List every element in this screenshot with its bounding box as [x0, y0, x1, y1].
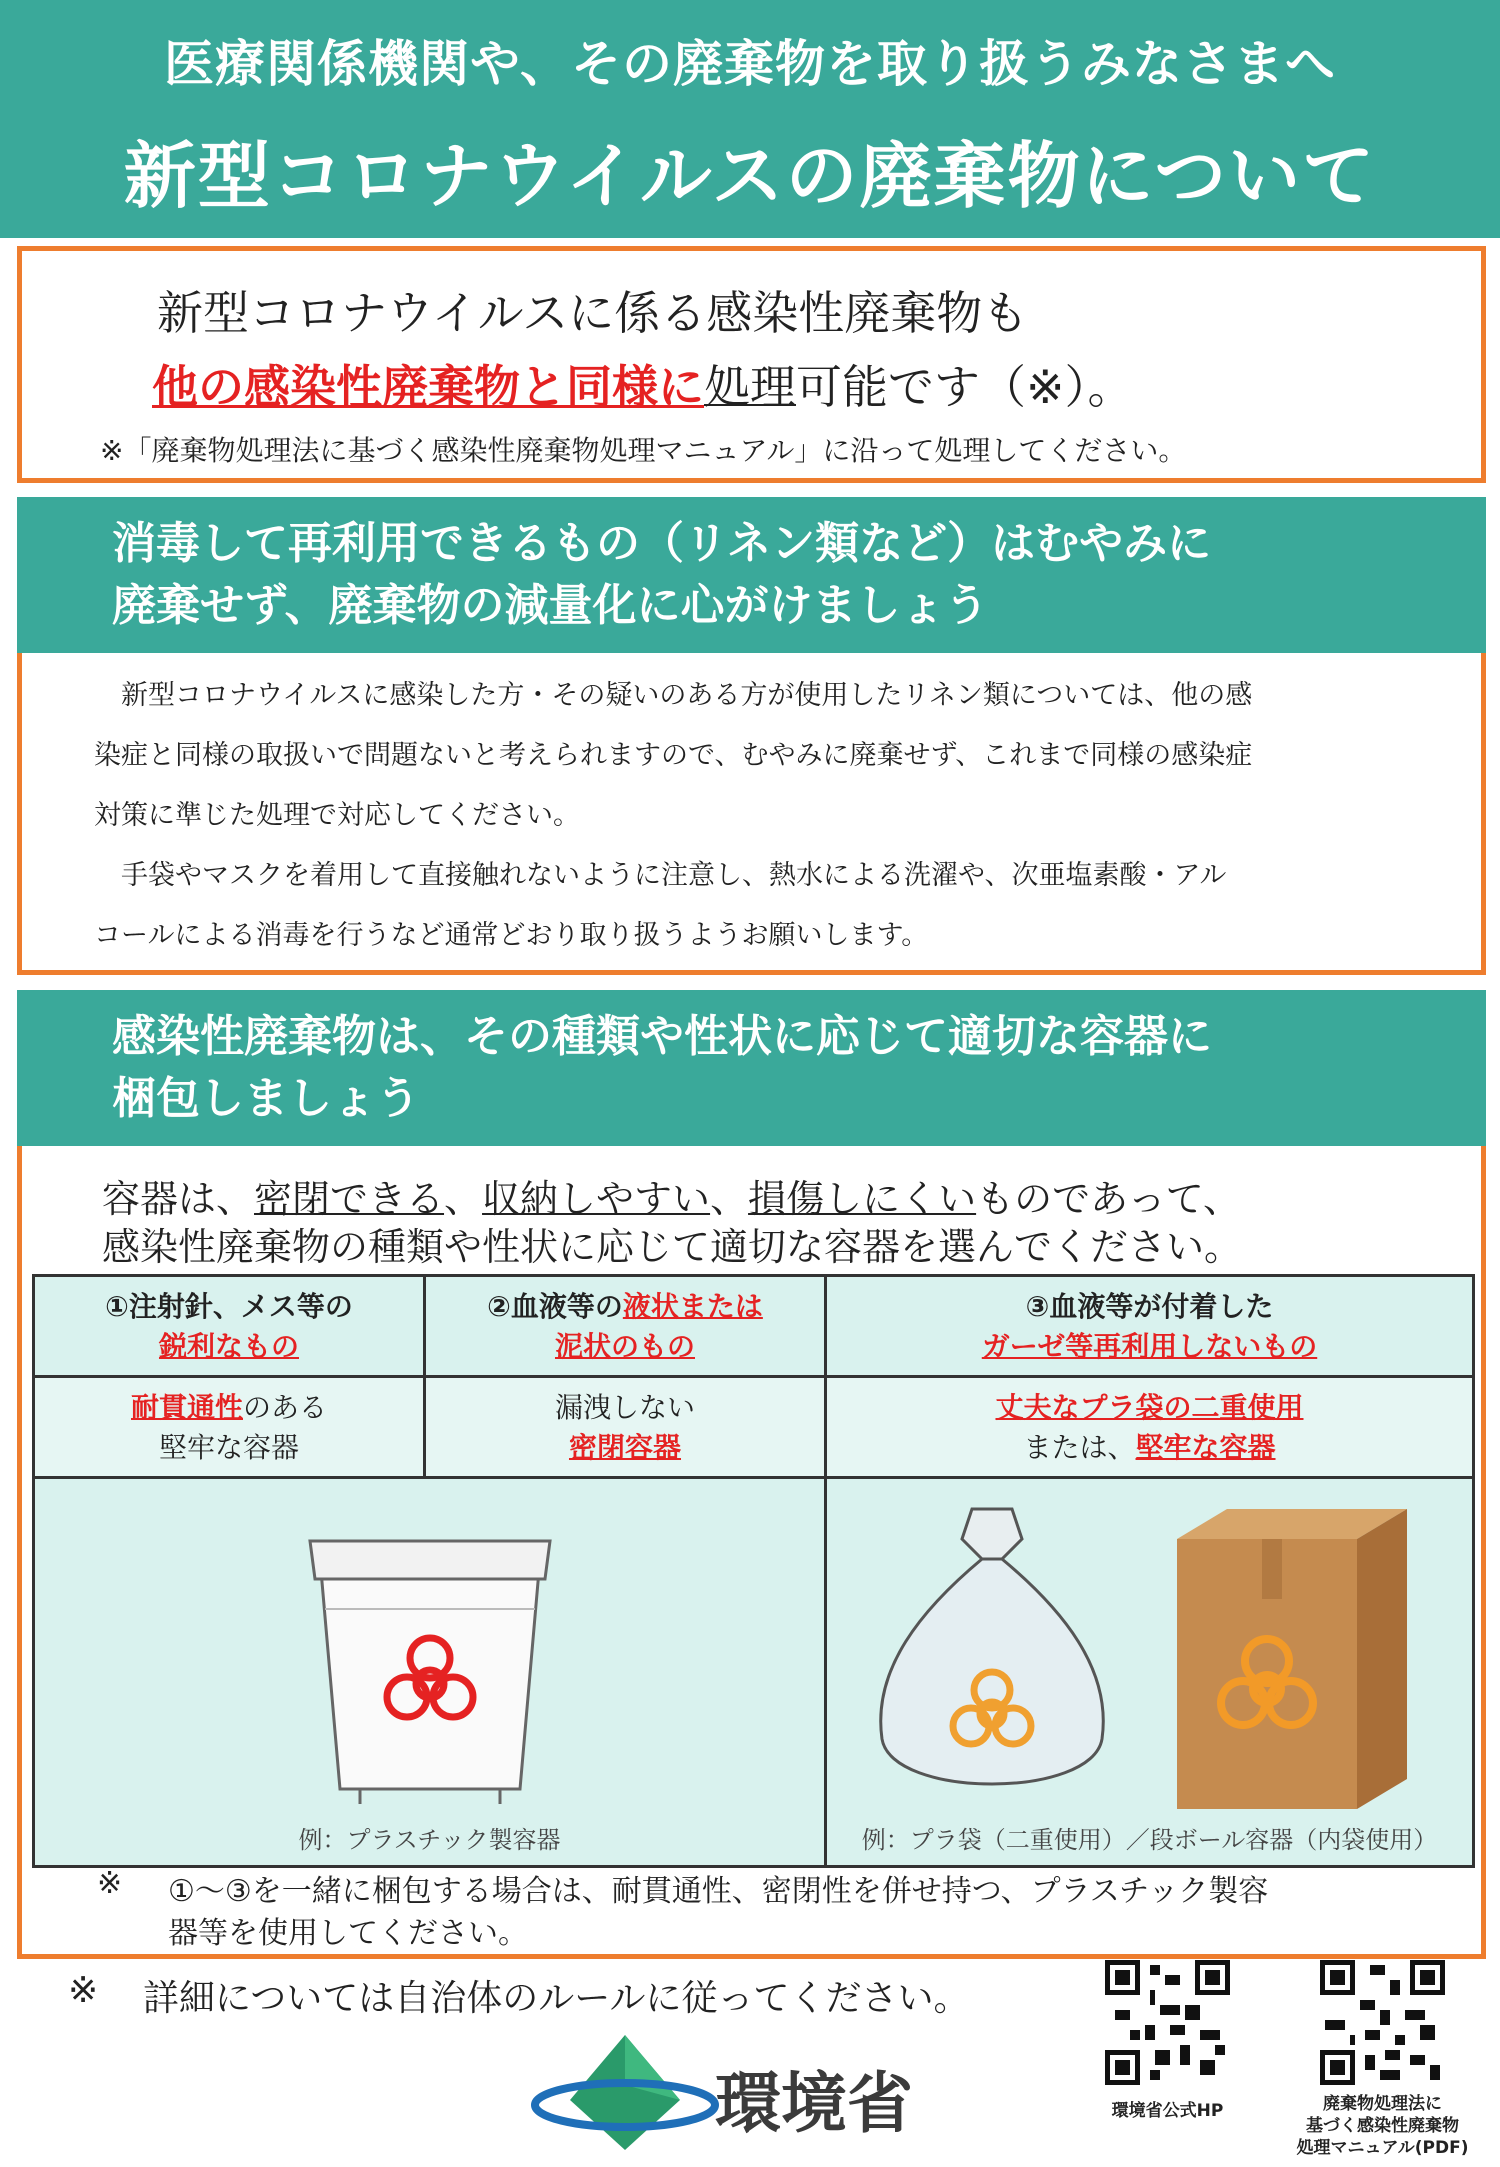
req-emphasis: 密閉容器	[568, 1431, 681, 1464]
cardboard-box-icon	[1157, 1499, 1427, 1819]
section2-para1-line3: 対策に準じた処理で対応してください。	[94, 800, 580, 831]
page-title: 新型コロナウイルスの廃棄物について	[123, 134, 1377, 218]
plastic-container-icon	[280, 1519, 580, 1809]
section2-para1-line1: 新型コロナウイルスに感染した方・その疑いのある方が使用したリネン類については、他の感	[94, 680, 1253, 711]
qr1-label: 環境省公式HP	[1111, 2101, 1224, 2121]
qr-code-icon[interactable]	[1105, 1960, 1230, 2085]
footer-note-mark: ※	[68, 1970, 99, 2011]
example-caption-2: 例：プラ袋（二重使用）／段ボール容器（内袋使用）	[861, 1826, 1438, 1854]
req-emphasis: 丈夫なプラ袋の二重使用	[995, 1391, 1304, 1424]
section3-heading	[17, 990, 1486, 1146]
ministry-logo-icon	[530, 2025, 720, 2155]
intro-underline-durable: 損傷しにくい	[748, 1177, 977, 1221]
table-header-liquid	[423, 1274, 827, 1378]
section2-para2-line1: 手袋やマスクを着用して直接触れないように注意し、熱水による洗濯や、次亜塩素酸・アル	[94, 860, 1227, 891]
qr2-label	[1280, 2093, 1485, 2159]
section3-heading-line1: 感染性廃棄物は、その種類や性状に応じて適切な容器に	[112, 1011, 1212, 1062]
section3-intro-line1	[102, 1168, 1241, 1223]
req-text: 堅牢な容器	[158, 1431, 299, 1464]
key-message-line2	[152, 351, 1134, 417]
intro-text: ものであって、	[976, 1177, 1241, 1221]
footer-note-text: 詳細については自治体のルールに従ってください。	[143, 1978, 970, 2019]
key-message-underline: 処理	[704, 360, 796, 414]
req-text: のある	[243, 1391, 328, 1424]
header-subtitle: 医療関係機関や、その廃棄物を取り扱うみなさまへ	[164, 35, 1336, 93]
section2-heading-line2: 廃棄せず、廃棄物の減量化に心がけましょう	[112, 580, 989, 631]
section2-heading-line1: 消毒して再利用できるもの（リネン類など）はむやみに	[112, 518, 1212, 569]
table-req-sharps	[32, 1375, 426, 1479]
key-message-box	[17, 246, 1486, 483]
section3-note-line1: ①～③を一緒に梱包する場合は、耐貫通性、密閉性を併せ持つ、プラスチック製容	[168, 1874, 1269, 1909]
section3-note-line2: 器等を使用してください。	[168, 1916, 528, 1951]
section3-heading-line2: 梱包しましょう	[112, 1073, 420, 1124]
example-caption-1: 例：プラスチック製容器	[298, 1826, 561, 1854]
qr2-label-line1: 廃棄物処理法に	[1323, 2094, 1442, 2114]
table-header-text: ③血液等が付着した	[1025, 1290, 1274, 1323]
table-header-emphasis: 液状または	[622, 1290, 763, 1323]
req-emphasis: 耐貫通性	[130, 1391, 243, 1424]
section3-note-mark: ※	[97, 1866, 123, 1901]
section2-para1-line2: 染症と同様の取扱いで問題ないと考えられますので、むやみに廃棄せず、これまで同様の感染症	[94, 740, 1253, 771]
key-message-note: ※「廃棄物処理法に基づく感染性廃棄物処理マニュアル」に沿って処理してください。	[100, 434, 1187, 467]
table-req-gauze	[824, 1375, 1475, 1479]
table-header-gauze	[824, 1274, 1475, 1378]
table-header-emphasis: 泥状のもの	[554, 1330, 695, 1363]
qr2-label-line2: 基づく感染性廃棄物	[1306, 2116, 1459, 2136]
example-image-cell-2	[824, 1476, 1475, 1868]
table-req-liquid	[423, 1375, 827, 1479]
intro-text: 、	[444, 1177, 483, 1221]
table-header-sharps	[32, 1274, 426, 1378]
example-image-cell-1	[32, 1476, 827, 1868]
section3-intro-line2: 感染性廃棄物の種類や性状に応じて適切な容器を選んでください。	[102, 1225, 1243, 1269]
req-text: 漏洩しない	[554, 1391, 695, 1424]
qr2-label-line3: 処理マニュアル(PDF)	[1296, 2138, 1469, 2158]
intro-underline-storable: 収納しやすい	[482, 1177, 711, 1221]
req-emphasis: 堅牢な容器	[1135, 1431, 1276, 1464]
section2-body	[17, 653, 1486, 975]
table-header-emphasis: ガーゼ等再利用しないもの	[981, 1330, 1318, 1363]
table-header-text: ②血液等の	[487, 1290, 623, 1323]
section3-body	[17, 1146, 1486, 1959]
intro-text: 、	[710, 1177, 749, 1221]
section2-heading	[17, 497, 1486, 653]
qr-code-icon[interactable]	[1320, 1960, 1445, 2085]
key-message-emphasis: 他の感染性廃棄物と同様に	[152, 360, 704, 414]
req-text: または、	[1023, 1431, 1136, 1464]
table-header-emphasis: 鋭利なもの	[158, 1330, 299, 1363]
intro-text: 容器は、	[102, 1177, 255, 1221]
ministry-name: 環境省	[715, 2065, 913, 2142]
table-header-text: ①注射針、メス等の	[105, 1290, 353, 1323]
plastic-bag-icon	[862, 1499, 1122, 1819]
header-banner	[0, 0, 1500, 238]
section2-para2-line2: コールによる消毒を行うなど通常どおり取り扱うようお願いします。	[94, 920, 929, 951]
key-message-line1: 新型コロナウイルスに係る感染性廃棄物も	[157, 286, 1029, 340]
key-message-rest: 可能です（※）。	[796, 360, 1134, 414]
intro-underline-sealable: 密閉できる	[254, 1177, 445, 1221]
